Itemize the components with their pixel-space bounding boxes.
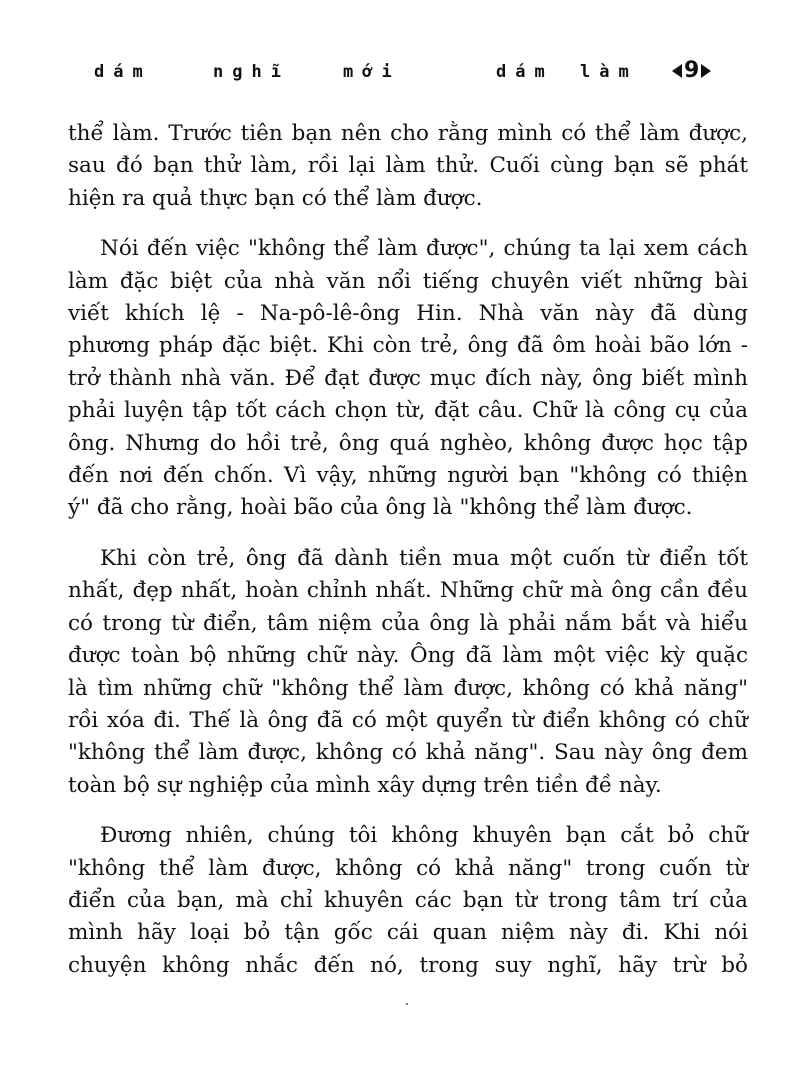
paragraph: [68, 118, 748, 215]
text-line: rồi xóa đi. Thế là ông đã có một quyển từ điển không có chữ: [68, 707, 748, 733]
header-word: nghĩ: [213, 62, 290, 82]
text-line: chuyện không nhắc đến nó, trong suy nghĩ, hãy trừ bỏ: [68, 952, 748, 978]
text-line: thể làm. Trước tiên bạn nên cho rằng mình có thể làm được,: [68, 121, 748, 146]
text-line: Nói đến việc "không thể làm được", chúng ta lại xem cách: [100, 236, 748, 262]
text-line: có trong từ điển, tâm niệm của ông là phải nắm bắt và hiểu: [68, 610, 748, 636]
body-text: [68, 118, 748, 1000]
paragraph: [68, 820, 748, 982]
header-word: dám: [94, 62, 152, 82]
page-number-value: 9: [684, 58, 700, 83]
text-line: ý" đã cho rằng, hoài bão của ông là "không thể làm được.: [68, 495, 693, 521]
paragraph: [68, 543, 748, 802]
text-line: trở thành nhà văn. Để đạt được mục đích này, ông biết mình: [68, 365, 748, 391]
text-line: Khi còn trẻ, ông đã dành tiền mua một cuốn từ điển tốt: [100, 545, 748, 571]
text-line: nhất, đẹp nhất, hoàn chỉnh nhất. Những chữ mà ông cần đều: [68, 578, 748, 604]
text-line: điển của bạn, mà chỉ khuyên các bạn từ trong tâm trí của: [68, 887, 748, 913]
text-line: đến nơi đến chốn. Vì vậy, những người bạn "không có thiện: [68, 463, 748, 489]
text-line: "không thể làm được, không có khả năng". Sau này ông đem: [68, 740, 748, 766]
running-header: [94, 58, 744, 88]
text-line: mình hãy loại bỏ tận gốc cái quan niệm này đi. Khi nói: [68, 920, 748, 946]
text-line: là tìm những chữ "không thể làm được, không có khả năng": [68, 675, 748, 701]
header-word: làm: [580, 62, 638, 82]
text-line: phải luyện tập tốt cách chọn từ, đặt câu. Chữ là công cụ của: [68, 398, 748, 424]
paragraph: [68, 233, 748, 525]
triangle-right-icon: [701, 64, 711, 78]
footer-dot: [406, 1003, 408, 1005]
text-line: được toàn bộ những chữ này. Ông đã làm một việc kỳ quặc: [68, 643, 748, 669]
text-line: toàn bộ sự nghiệp của mình xây dựng trên tiền đề này.: [68, 772, 662, 798]
text-line: làm đặc biệt của nhà văn nổi tiếng chuyên viết những bài: [68, 268, 748, 294]
page-number: [672, 58, 711, 83]
text-line: hiện ra quả thực bạn có thể làm được.: [68, 185, 483, 211]
text-line: viết khích lệ - Na-pô-lê-ông Hin. Nhà văn này đã dùng: [68, 301, 748, 327]
header-word: mới: [343, 62, 401, 82]
text-line: Đương nhiên, chúng tôi không khuyên bạn cắt bỏ chữ: [100, 823, 748, 849]
text-line: ông. Nhưng do hồi trẻ, ông quá nghèo, không được học tập: [68, 430, 748, 456]
header-word: dám: [496, 62, 554, 82]
text-line: "không thể làm được, không có khả năng" trong cuốn từ: [68, 855, 748, 881]
triangle-left-icon: [672, 64, 682, 78]
text-line: phương pháp đặc biệt. Khi còn trẻ, ông đã ôm hoài bão lớn -: [68, 333, 748, 359]
text-line: sau đó bạn thử làm, rồi lại làm thử. Cuối cùng bạn sẽ phát: [68, 153, 748, 179]
